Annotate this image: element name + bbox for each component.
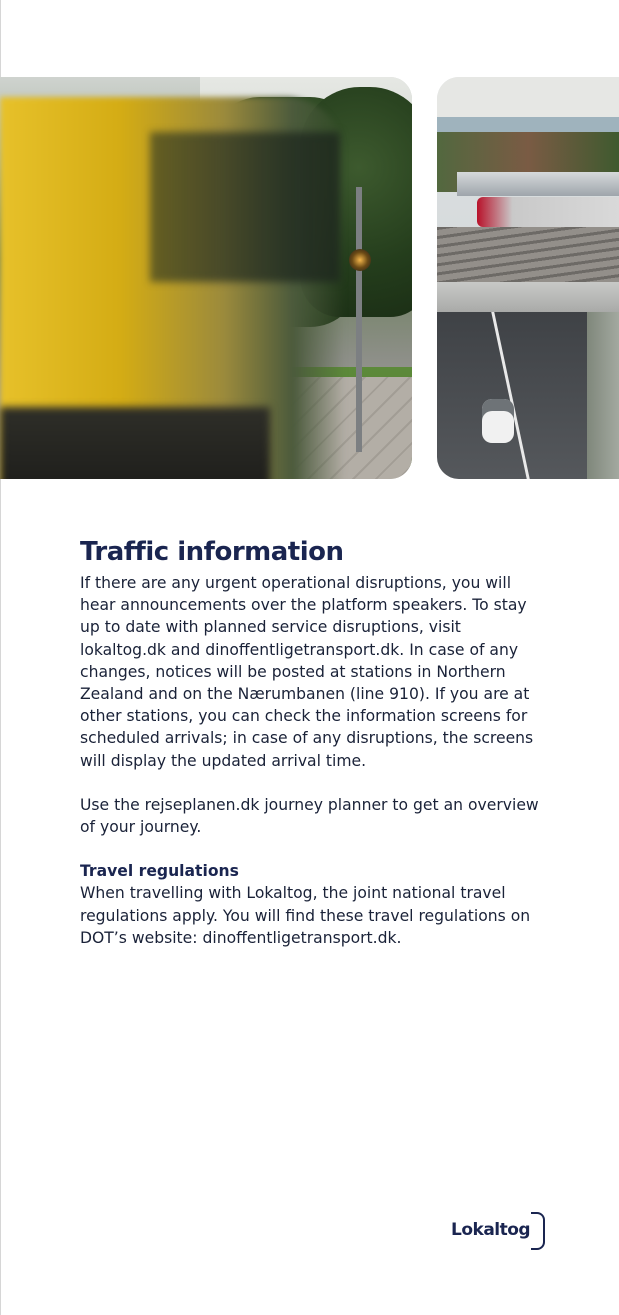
logo-bracket-icon: [531, 1212, 545, 1250]
page-title: Traffic information: [80, 537, 344, 567]
photo-white-car: [482, 399, 514, 443]
photo-signal-light: [349, 249, 371, 271]
traffic-info-paragraph: If there are any urgent operational disruptions, you will hear announcements over the platform speakers. To stay up to date with planned service disruptions, visit lokaltog.dk and dinoffentligetransport.dk. In case of any changes, notices will be posted at stations in Northern Zealand and on the Nærumbanen (line 910). If you are at other stations, you can check the information screens for scheduled arrivals; in case of any disruptions, the screens will display the updated arrival time.: [80, 574, 534, 770]
travel-regulations-paragraph: When travelling with Lokaltog, the joint national travel regulations apply. You will find these travel regulations on DOT’s website: dinoffentligetransport.dk.: [80, 884, 531, 947]
journey-planner-paragraph: Use the rejseplanen.dk journey planner to get an overview of your journey.: [80, 795, 539, 837]
photo-sky: [437, 77, 619, 117]
logo-text: Lokaltog: [451, 1220, 531, 1240]
photo-train-window: [150, 132, 340, 282]
photo-bridge: [437, 282, 619, 312]
train-photo: [0, 77, 412, 479]
photo-wall: [587, 312, 619, 479]
photo-tracks: [437, 227, 619, 287]
travel-regulations-heading: Travel regulations: [80, 862, 239, 881]
lokaltog-logo: [451, 1212, 545, 1252]
content: [80, 532, 540, 949]
photo-red-train: [477, 197, 619, 227]
photo-train-undercarriage: [0, 407, 270, 479]
station-photo: [437, 77, 619, 479]
photo-signal-pole: [356, 187, 362, 452]
photo-grey-train: [457, 172, 619, 196]
